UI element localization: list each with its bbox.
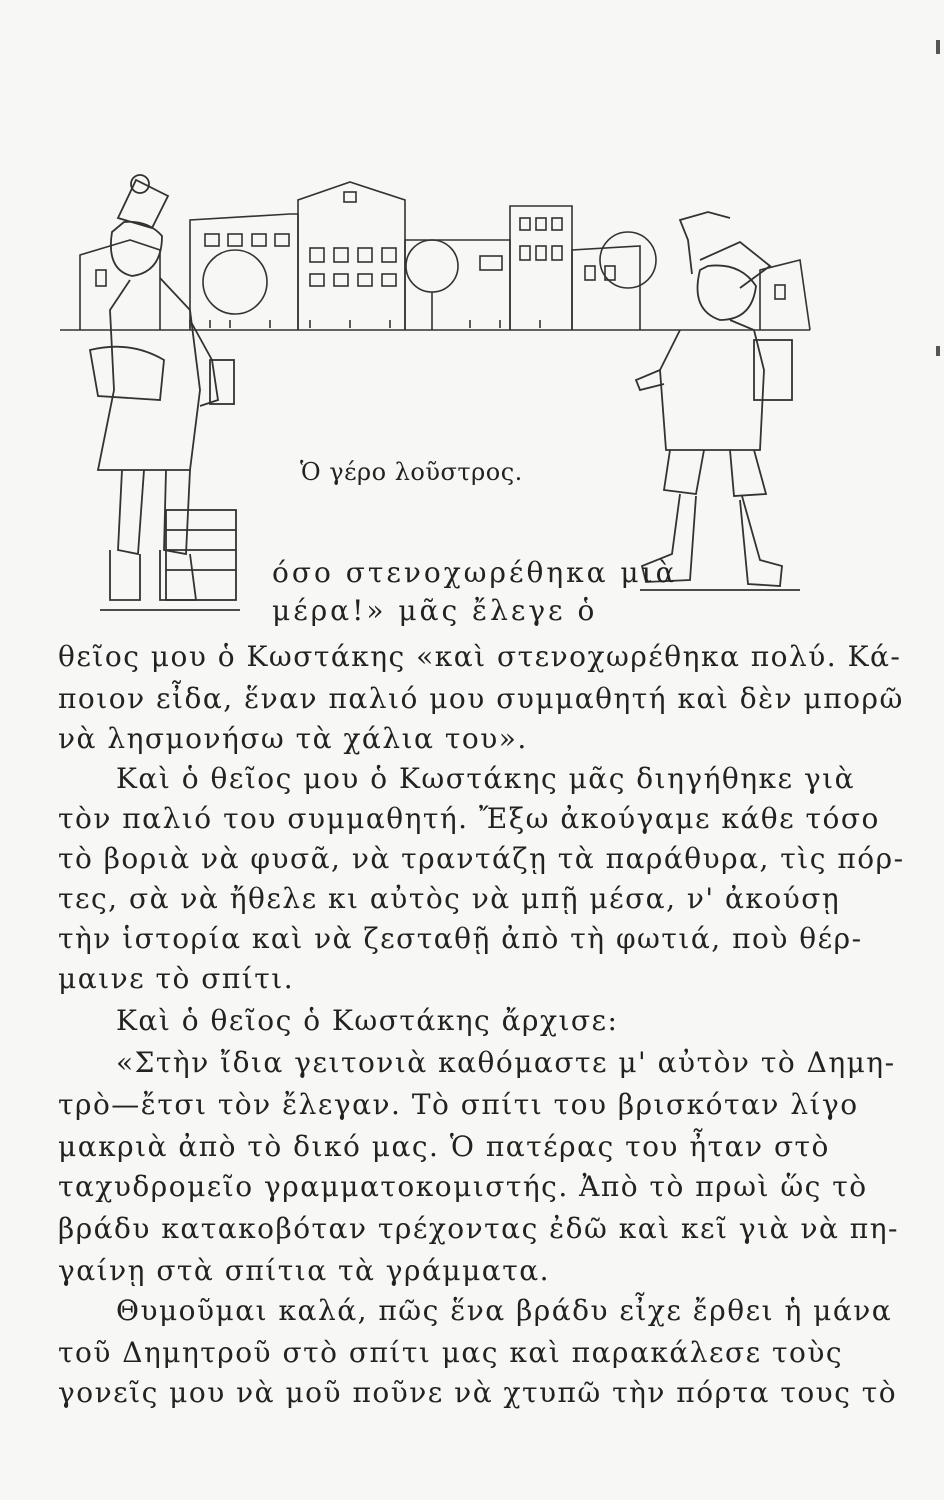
text-line: γονεῖς μου νὰ μοῦ ποῦνε νὰ χτυπῶ τὴν πόρτα τους τὸ [58,1376,898,1409]
chapter-title: Ὁ γέρο λοῦστρος. [300,458,523,486]
page-edge-mark [936,346,940,356]
text-line: ποιον εἶδα, ἕναν παλιό μου συμμαθητή καὶ δὲν μπορῶ [58,682,904,715]
text-line: γαίνῃ στὰ σπίτια τὰ γράμματα. [58,1254,551,1287]
left-child-illustration [90,175,240,610]
text-line: τὸ βοριὰ νὰ φυσᾶ, νὰ τραντάζῃ τὰ παράθυρα, τὶς πόρ- [58,842,905,875]
text-line: νὰ λησμονήσω τὰ χάλια του». [58,722,528,755]
text-line: μαινε τὸ σπίτι. [58,962,295,995]
text-line: μακριὰ ἀπὸ τὸ δικό μας. Ὁ πατέρας του ἦταν στὸ [58,1130,830,1163]
town-skyline-illustration [60,182,810,330]
text-line: τὴν ἱστορία καὶ νὰ ζεσταθῇ ἀπὸ τὴ φωτιά, ποὺ θέρ- [58,922,863,955]
intro-line-2: μέρα!» μᾶς ἔλεγε ὁ [272,594,598,627]
text-line: Καὶ ὁ θεῖος ὁ Κωστάκης ἄρχισε: [116,1004,619,1037]
text-line: «Στὴν ἴδια γειτονιὰ καθόμαστε μ' αὐτὸν τὸ Δημη- [116,1046,896,1079]
illustration [40,170,830,620]
text-line: τρὸ—ἔτσι τὸν ἔλεγαν. Τὸ σπίτι του βρισκόταν λίγο [58,1088,859,1121]
text-line: Θυμοῦμαι καλά, πῶς ἕνα βράδυ εἶχε ἔρθει ἡ μάνα [116,1294,893,1327]
text-line: θεῖος μου ὁ Κωστάκης «καὶ στενοχωρέθηκα πολύ. Κά- [58,640,902,673]
text-line: τοῦ Δημητροῦ στὸ σπίτι μας καὶ παρακάλεσε τοὺς [58,1336,844,1369]
text-line: βράδυ κατακοβόταν τρέχοντας ἐδῶ καὶ κεῖ γιὰ νὰ πη- [58,1212,899,1245]
text-line: τὸν παλιό του συμμαθητή. Ἔξω ἀκούγαμε κάθε τόσο [58,802,880,835]
text-line: Καὶ ὁ θεῖος μου ὁ Κωστάκης μᾶς διηγήθηκε γιὰ [116,762,856,795]
text-line: ταχυδρομεῖο γραμματοκομιστής. Ἀπὸ τὸ πρωὶ ὥς τὸ [58,1170,868,1203]
page-edge-mark [936,40,940,54]
intro-line-1: όσο στενοχωρέθηκα μιὰ [272,556,678,589]
right-child-illustration [636,212,800,590]
text-line: τες, σὰ νὰ ἤθελε κι αὐτὸς νὰ μπῇ μέσα, ν' ἀκούσῃ [58,882,841,915]
